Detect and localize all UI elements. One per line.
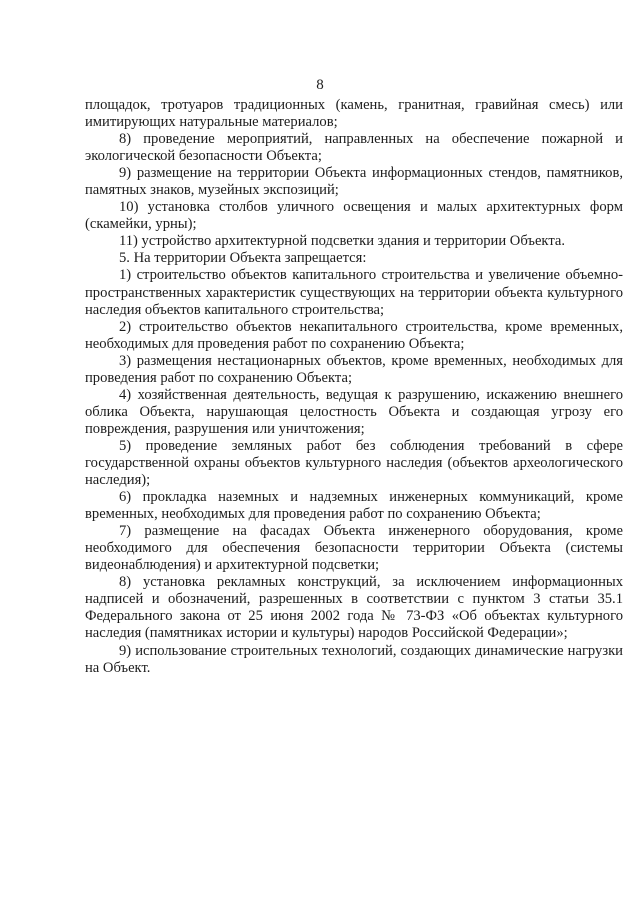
- page-number: 8: [316, 77, 324, 93]
- paragraph: 5) проведение земляных работ без соблюдения требований в сфере государственной охраны объектов культурного наследия (объектов археологического наследия);: [85, 437, 623, 489]
- paragraph: 9) размещение на территории Объекта информационных стендов, памятников, памятных знаков, музейных экспозиций;: [85, 165, 623, 199]
- paragraph: 4) хозяйственная деятельность, ведущая к разрушению, искажению внешнего облика Объекта, нарушающая целостность Объекта и создающая угрозу его повреждения, разрушения или уничтожения;: [85, 386, 623, 437]
- paragraph: 3) размещения нестационарных объектов, кроме временных, необходимых для проведения работ по сохранению Объекта;: [85, 352, 623, 386]
- paragraph: 11) устройство архитектурной подсветки здания и территории Объекта.: [119, 233, 566, 250]
- document-body: [85, 97, 623, 677]
- paragraph: площадок, тротуаров традиционных (камень, гранитная, гравийная смесь) или имитирующих натуральные материалов;: [85, 97, 623, 131]
- paragraph: 5. На территории Объекта запрещается:: [119, 250, 367, 267]
- paragraph: 8) установка рекламных конструкций, за исключением информационных надписей и обозначений, разрешенных в соответствии с пунктом 3 статьи 35.1 Федерального закона от 25 июня 2002 года № 73-ФЗ «Об объектах культурного наследия (памятниках истории и культуры) народов Российской Федерации»;: [85, 574, 623, 642]
- paragraph: 2) строительство объектов некапитального строительства, кроме временных, необходимых для проведения работ по сохранению Объекта;: [85, 318, 623, 352]
- paragraph: 9) использование строительных технологий, создающих динамические нагрузки на Объект.: [85, 642, 623, 676]
- paragraph: 7) размещение на фасадах Объекта инженерного оборудования, кроме необходимого для обеспечения безопасности территории Объекта (системы видеонаблюдения) и архитектурной подсветки;: [85, 523, 623, 574]
- paragraph: 6) прокладка наземных и надземных инженерных коммуникаций, кроме временных, необходимых для проведения работ по сохранению Объекта;: [85, 489, 623, 523]
- paragraph: 1) строительство объектов капитального строительства и увеличение объемно-пространственных характеристик существующих на территории объекта культурного наследия объектов капитального строительства;: [85, 267, 623, 318]
- paragraph: 8) проведение мероприятий, направленных на обеспечение пожарной и экологической безопасности Объекта;: [85, 131, 623, 165]
- paragraph: 10) установка столбов уличного освещения и малых архитектурных форм (скамейки, урны);: [85, 199, 623, 233]
